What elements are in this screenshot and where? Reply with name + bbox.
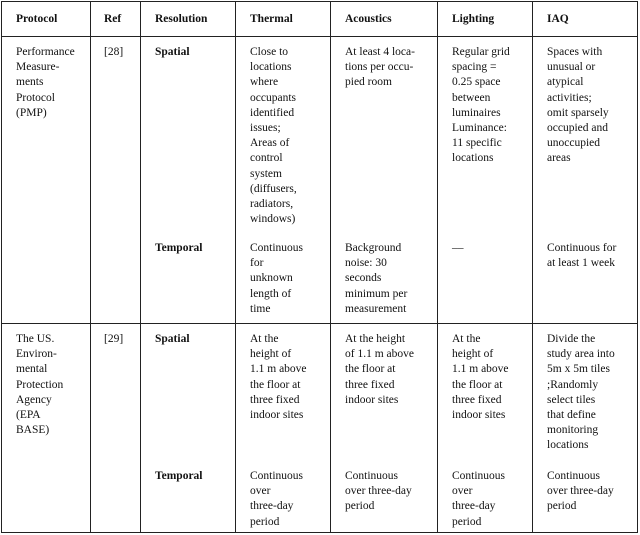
acoustics-temporal-cell: Background noise: 30 seconds minimum per measurement — [345, 242, 408, 315]
column-divider — [532, 2, 533, 532]
thermal-temporal-cell: Continuous for unknown length of time — [250, 242, 304, 315]
acoustics-temporal-cell: Continuous over three-day period — [345, 470, 412, 513]
thermal-temporal-cell: Continuous over three-day period — [250, 470, 304, 528]
resolution-temporal: Temporal — [155, 242, 203, 254]
acoustics-spatial-cell: At the height of 1.1 m above the floor at three fixed indoor sites — [345, 333, 414, 406]
protocol-name: Performance Measure- ments Protocol (PMP) — [16, 46, 75, 119]
lighting-temporal-cell: –– — [452, 242, 464, 254]
protocol-name: The US. Environ- mental Protection Agency (EPA BASE) — [16, 333, 64, 437]
row-divider — [2, 36, 637, 37]
header-iaq: IAQ — [547, 13, 569, 25]
lighting-temporal-cell: Continuous over three-day period — [452, 470, 506, 528]
lighting-spatial-cell: Regular grid spacing = 0.25 space between luminaires Luminance: 11 specific locations — [452, 46, 510, 165]
iaq-temporal-cell: Continuous for at least 1 week — [547, 242, 617, 270]
column-divider — [437, 2, 438, 532]
acoustics-spatial-cell: At least 4 loca- tions per occu- pied room — [345, 46, 415, 89]
resolution-temporal: Temporal — [155, 470, 203, 482]
iaq-spatial-cell: Spaces with unusual or atypical activities; omit sparsely occupied and unoccupied areas — [547, 46, 609, 165]
column-divider — [90, 2, 91, 532]
header-lighting: Lighting — [452, 13, 495, 25]
header-acoustics: Acoustics — [345, 13, 392, 25]
thermal-spatial-cell: Close to locations where occupants identified issues; Areas of control system (diffusers, radiators, windows) — [250, 46, 297, 226]
thermal-spatial-cell: At the height of 1.1 m above the floor at three fixed indoor sites — [250, 333, 307, 422]
column-divider — [330, 2, 331, 532]
header-resolution: Resolution — [155, 13, 208, 25]
column-divider — [140, 2, 141, 532]
lighting-spatial-cell: At the height of 1.1 m above the floor at three fixed indoor sites — [452, 333, 509, 422]
reference: [28] — [104, 46, 124, 58]
iaq-spatial-cell: Divide the study area into 5m x 5m tiles ;Randomly select tiles that define monitoring locations — [547, 333, 615, 452]
row-divider — [2, 323, 637, 324]
resolution-spatial: Spatial — [155, 46, 190, 58]
iaq-temporal-cell: Continuous over three-day period — [547, 470, 614, 513]
resolution-spatial: Spatial — [155, 333, 190, 345]
column-divider — [235, 2, 236, 532]
header-protocol: Protocol — [16, 13, 58, 25]
reference: [29] — [104, 333, 124, 345]
header-thermal: Thermal — [250, 13, 293, 25]
header-ref: Ref — [104, 13, 122, 25]
protocol-comparison-table — [1, 1, 638, 533]
